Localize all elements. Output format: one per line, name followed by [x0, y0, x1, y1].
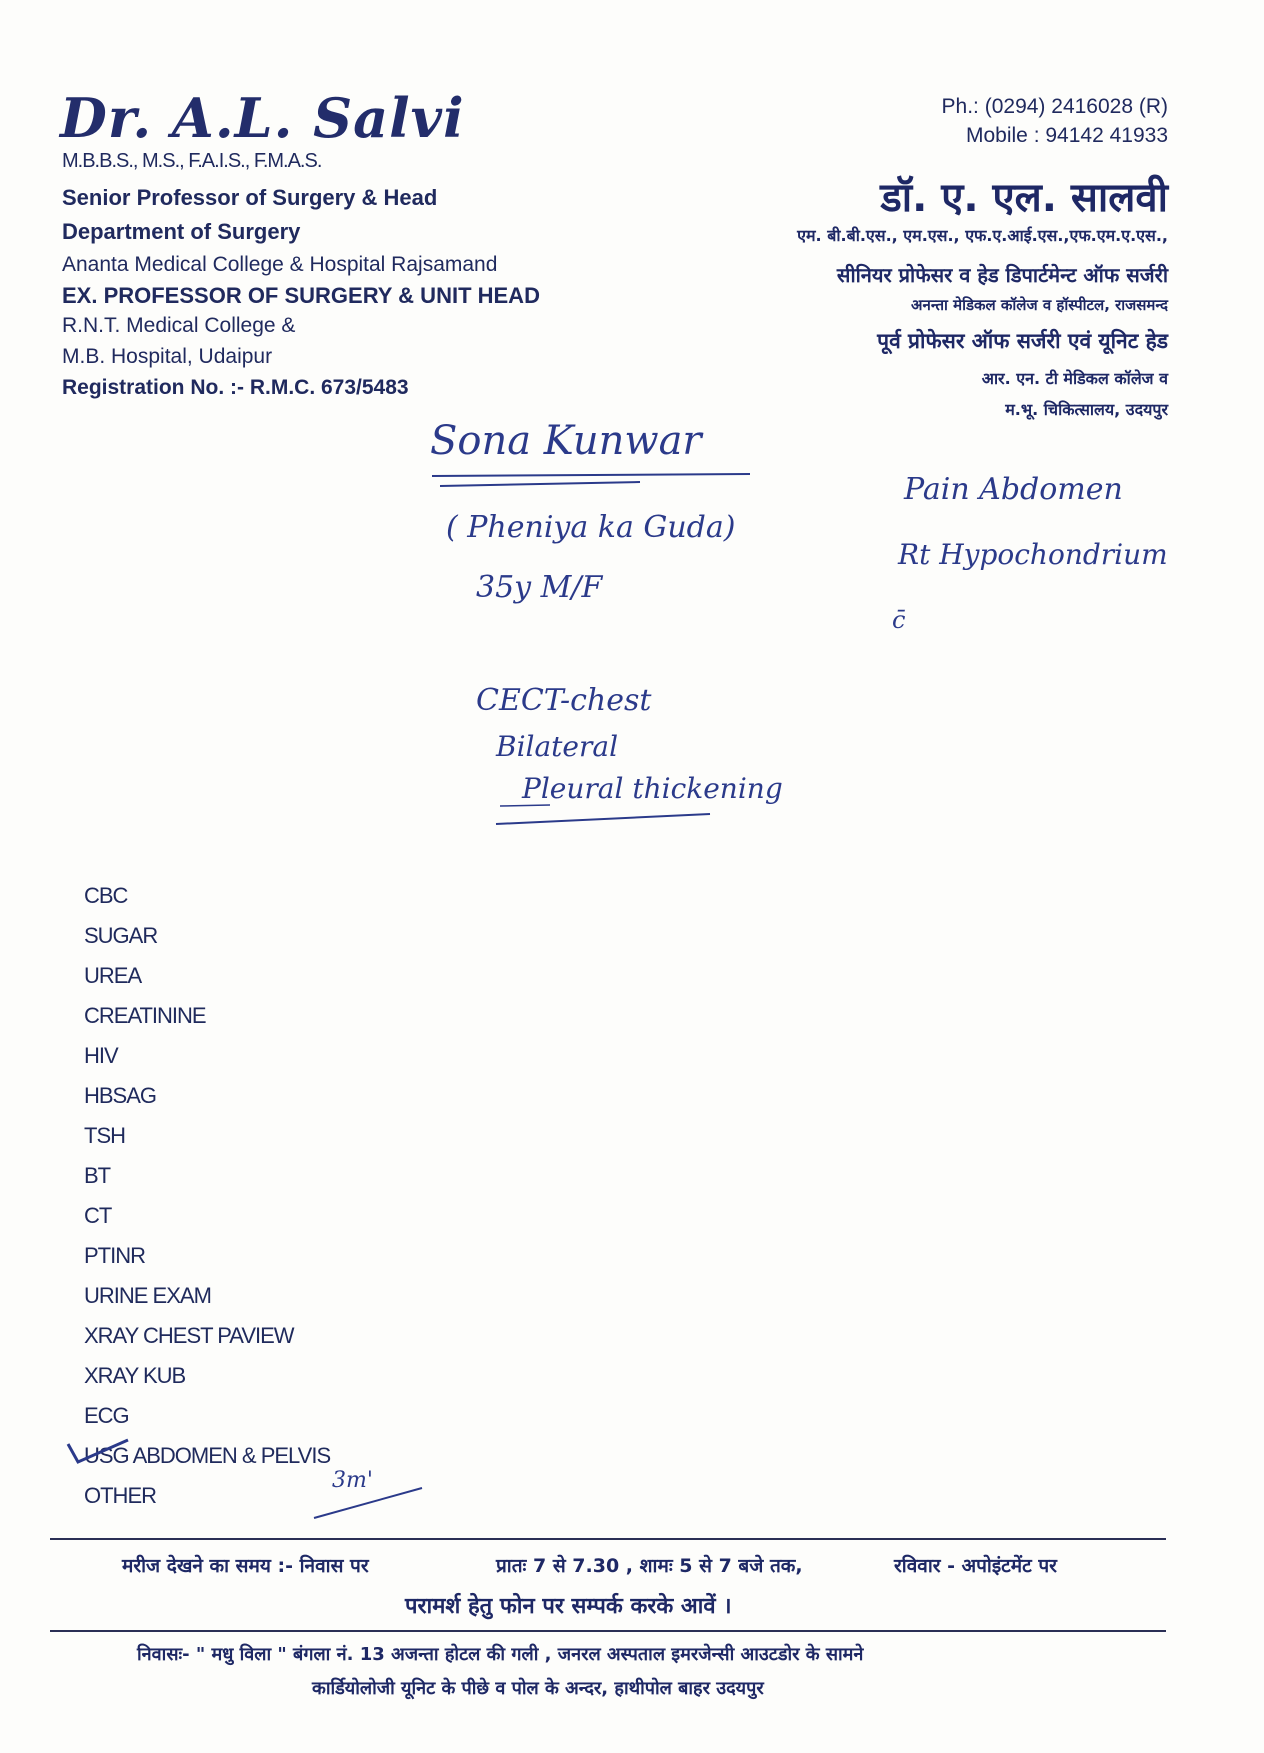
other-note: 3m' [332, 1468, 373, 1493]
test-item-checked: USG ABDOMEN & PELVIS [84, 1443, 331, 1468]
report-line-1: CECT-chest [476, 683, 652, 718]
doctor-name: Dr. A.L. Salvi [60, 86, 465, 150]
phone-number: Ph.: (0294) 2416028 (R) [941, 95, 1168, 118]
doctor-college-hindi: अनन्ता मेडिकल कॉलेज व हॉस्पीटल, राजसमन्द [911, 296, 1168, 314]
test-item: SUGAR [84, 923, 158, 948]
doctor-ex-hospital: M.B. Hospital, Udaipur [62, 345, 273, 368]
test-item: BT [84, 1163, 111, 1188]
doctor-college: Ananta Medical College & Hospital Rajsamand [62, 253, 498, 276]
footer-divider-top [50, 1538, 1166, 1540]
doctor-ex-hospital-hindi: म.भू. चिकित्सालय, उदयपुर [1005, 400, 1168, 419]
footer-address-line-1: निवासः- " मधु विला " बंगला नं. 13 अजन्ता होटल की गली , जनरल अस्पताल इमरजेन्सी आउटडोर के सामने [137, 1644, 864, 1665]
test-item: XRAY CHEST PAVIEW [84, 1323, 294, 1348]
doctor-department: Department of Surgery [62, 219, 301, 244]
doctor-ex-college: R.N.T. Medical College & [62, 314, 296, 337]
test-item: OTHER [84, 1483, 156, 1508]
footer-timing-label: मरीज देखने का समय :- निवास पर [122, 1555, 369, 1577]
test-item: CT [84, 1203, 112, 1228]
complaint-line-2: Rt Hypochondrium [898, 538, 1168, 571]
test-item: UREA [84, 963, 142, 988]
report-line-3: Pleural thickening [522, 772, 783, 805]
other-note-stroke [310, 1484, 430, 1524]
test-item: HIV [84, 1043, 118, 1068]
doctor-ex-college-hindi: आर. एन. टी मेडिकल कॉलेज व [981, 369, 1168, 388]
doctor-name-hindi: डॉ. ए. एल. सालवी [880, 175, 1168, 221]
footer-timing-hours: प्रातः 7 से 7.30 , शामः 5 से 7 बजे तक, [496, 1555, 803, 1577]
footer-timing-sunday: रविवार - अपोइंटमेंट पर [894, 1555, 1057, 1577]
doctor-ex-title-hindi: पूर्व प्रोफेसर ऑफ सर्जरी एवं यूनिट हेड [877, 329, 1168, 353]
test-item: CBC [84, 883, 128, 908]
test-item: URINE EXAM [84, 1283, 211, 1308]
report-underline [490, 800, 730, 830]
doctor-degrees: M.B.B.S., M.S., F.A.I.S., F.M.A.S. [62, 150, 322, 172]
footer-timing-note: परामर्श हेतु फोन पर सम्पर्क करके आवें । [405, 1594, 732, 1619]
patient-name: Sona Kunwar [430, 418, 702, 464]
complaint-line-1: Pain Abdomen [904, 472, 1123, 507]
doctor-title: Senior Professor of Surgery & Head [62, 185, 438, 210]
complaint-line-3: c̄ [892, 606, 906, 634]
mobile-number: Mobile : 94142 41933 [966, 124, 1168, 147]
patient-name-underline [430, 470, 760, 490]
check-mark-icon [64, 1432, 134, 1472]
test-item: TSH [84, 1123, 125, 1148]
doctor-title-hindi: सीनियर प्रोफेसर व हेड डिपार्टमेन्ट ऑफ सर्जरी [836, 263, 1168, 287]
footer-address-line-2: कार्डियोलोजी यूनिट के पीछे व पोल के अन्दर, हाथीपोल बाहर उदयपुर [312, 1678, 764, 1699]
report-line-2: Bilateral [496, 730, 619, 763]
test-item: ECG [84, 1403, 129, 1428]
doctor-ex-title: EX. PROFESSOR OF SURGERY & UNIT HEAD [62, 283, 540, 308]
patient-age-sex: 35y M/F [476, 570, 603, 605]
registration-number: Registration No. :- R.M.C. 673/5483 [62, 376, 409, 399]
patient-village: ( Pheniya ka Guda) [446, 510, 736, 545]
test-item: XRAY KUB [84, 1363, 186, 1388]
test-item: CREATININE [84, 1003, 206, 1028]
test-item: HBSAG [84, 1083, 157, 1108]
test-item: PTINR [84, 1243, 145, 1268]
doctor-degrees-hindi: एम. बी.बी.एस., एम.एस., एफ.ए.आई.एस.,एफ.एम.ए.एस., [797, 226, 1168, 245]
footer-divider-bottom [50, 1630, 1166, 1632]
